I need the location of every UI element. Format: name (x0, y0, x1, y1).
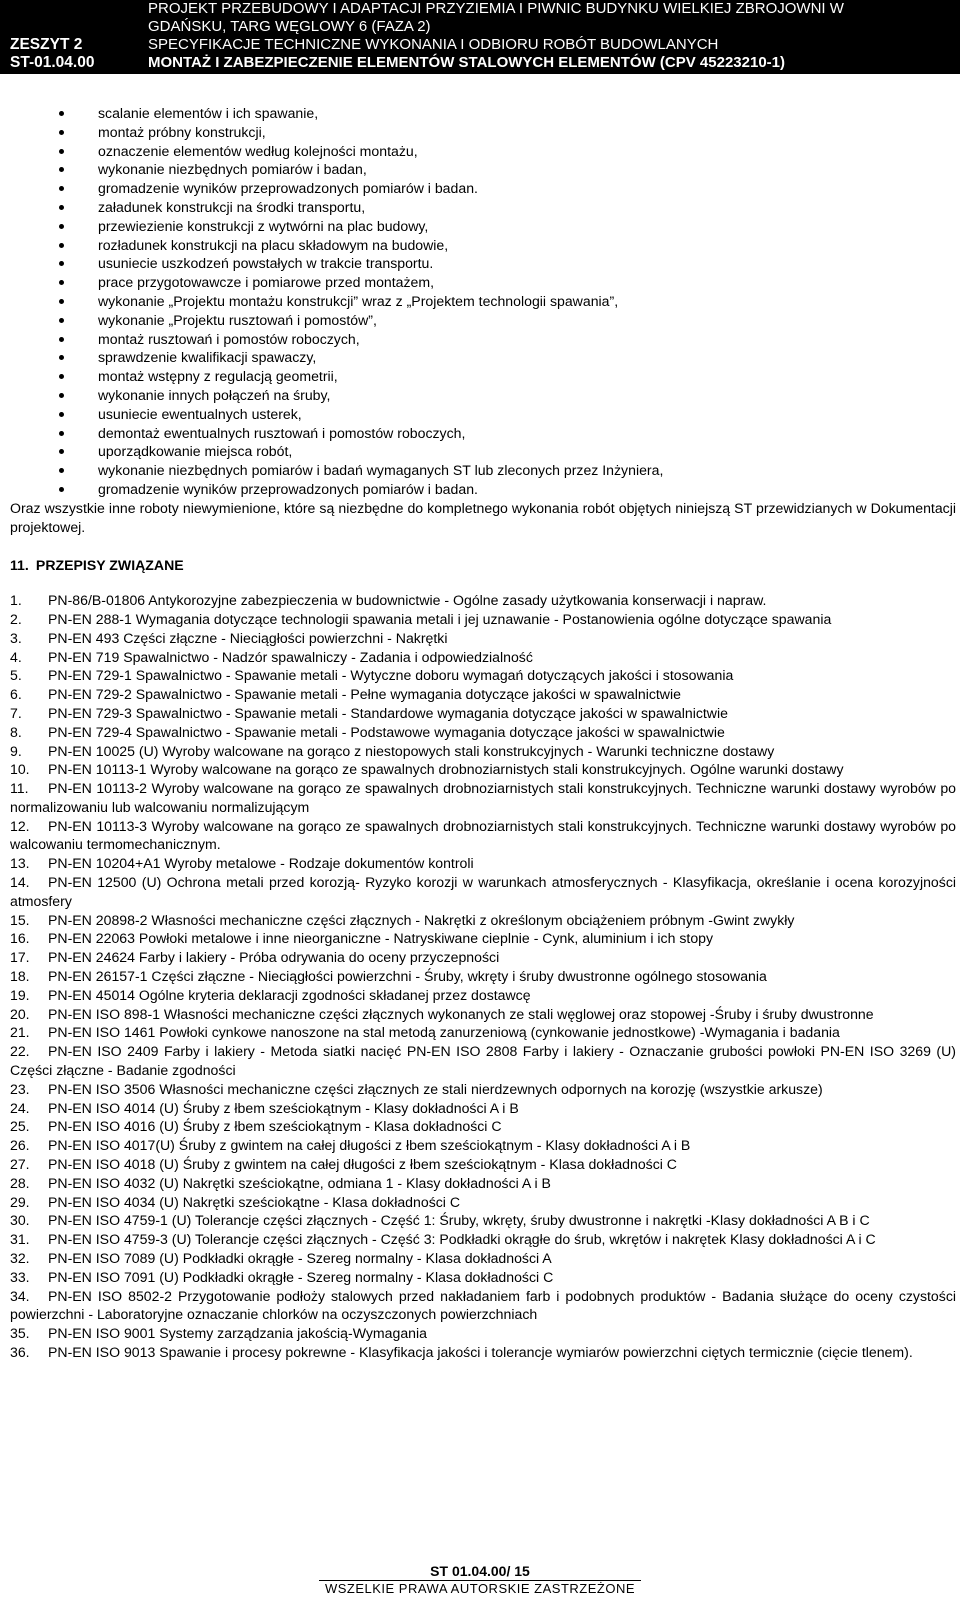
standard-item (10, 742, 956, 761)
header-left (10, 36, 145, 72)
header-spec-title: SPECYFIKACJE TECHNICZNE WYKONANIA I ODBIORU ROBÓT BUDOWLANYCH (148, 36, 719, 53)
standard-item (10, 967, 956, 986)
bullet-text: wykonanie „Projektu montażu konstrukcji” wraz z „Projektem technologii spawania”, (98, 292, 619, 309)
standard-number: 10. (10, 761, 30, 778)
standard-text: PN-EN 24624 Farby i lakiery - Próba odrywania do oceny przyczepności (48, 949, 500, 966)
standard-number: 28. (10, 1174, 30, 1191)
bullet-dot-icon (59, 280, 64, 285)
standard-item (10, 723, 956, 742)
bullet-item (10, 480, 956, 499)
bullet-text: prace przygotowawcze i pomiarowe przed montażem, (98, 274, 435, 291)
standard-text: PN-EN 10113-2 Wyroby walcowane na gorąco ze spawalnych drobnoziarnistych stali konstrukcyjnych. Techniczne warunki dostawy wyrobów po normalizowaniu lub walcowaniu normalizującym (10, 780, 956, 815)
header-project-line1: PROJEKT PRZEBUDOWY I ADAPTACJI PRZYZIEMIA I PIWNIC BUDYNKU WIELKIEJ ZBROJOWNI W (148, 0, 844, 17)
standard-number: 4. (10, 648, 22, 665)
standard-number: 5. (10, 667, 22, 684)
standard-item (10, 760, 956, 779)
bullet-item (10, 236, 956, 255)
standard-text: PN-EN 719 Spawalnictwo - Nadzór spawalniczy - Zadania i odpowiedzialność (48, 648, 533, 665)
bullet-dot-icon (59, 186, 64, 191)
document-body (10, 104, 956, 1362)
standard-text: PN-EN 12500 (U) Ochrona metali przed korozją- Ryzyko korozji w warunkach atmosferycznych - Klasyfikacja, określanie i ocena korozyjności atmosfery (10, 874, 956, 909)
standard-item (10, 1155, 956, 1174)
standard-item (10, 911, 956, 930)
standard-text: PN-EN ISO 8502-2 Przygotowanie podłoży stalowych przed nakładaniem farb i podobnych produktów - Badania służące do oceny czystości powierzchni - Laboratoryjne oznaczanie chlorków na oczyszczonych powierzchniach (10, 1287, 956, 1323)
standard-number: 15. (10, 911, 30, 928)
work-scope-list (10, 104, 956, 499)
standard-text: PN-EN ISO 7091 (U) Podkładki okrągłe - Szereg normalny - Klasa dokładności C (48, 1268, 554, 1285)
bullet-dot-icon (59, 149, 64, 154)
standard-number: 3. (10, 629, 22, 646)
bullet-dot-icon (59, 111, 64, 116)
standard-item (10, 1211, 956, 1230)
standard-text: PN-EN 729-1 Spawalnictwo - Spawanie metali - Wytyczne doboru wymagań dotyczących jakości i stosowania (48, 667, 734, 684)
bullet-dot-icon (59, 243, 64, 248)
standard-item (10, 1005, 956, 1024)
standard-text: PN-EN ISO 4014 (U) Śruby z łbem sześciokątnym - Klasy dokładności A i B (48, 1099, 519, 1116)
bullet-item (10, 123, 956, 142)
standard-number: 35. (10, 1325, 30, 1342)
standard-item (10, 1099, 956, 1118)
bullet-text: usuniecie uszkodzeń powstałych w trakcie transportu. (98, 255, 434, 272)
standard-item (10, 704, 956, 723)
standard-number: 20. (10, 1005, 30, 1022)
bullet-text: gromadzenie wyników przeprowadzonych pomiarów i badan. (98, 480, 478, 497)
standard-text: PN-EN 729-4 Spawalnictwo - Spawanie metali - Podstawowe wymagania dotyczące jakości w spawalnictwie (48, 723, 725, 740)
standard-number: 18. (10, 968, 30, 985)
standard-number: 1. (10, 592, 22, 609)
header-spec-code: ST-01.04.00 (10, 54, 95, 71)
standard-number: 7. (10, 704, 22, 721)
standard-text: PN-86/B-01806 Antykorozyjne zabezpieczenia w budownictwie - Ogólne zasady użytkowania konserwacji i napraw. (48, 592, 767, 609)
standard-item (10, 948, 956, 967)
standard-number: 23. (10, 1080, 30, 1097)
header-volume: ZESZYT 2 (10, 36, 83, 53)
standard-number: 24. (10, 1099, 30, 1116)
standard-item (10, 1287, 956, 1325)
copyright-text: WSZELKIE PRAWA AUTORSKIE ZASTRZEŻONE (319, 1580, 641, 1597)
bullet-item (10, 442, 956, 461)
bullet-text: usuniecie ewentualnych usterek, (98, 405, 302, 422)
standard-number: 33. (10, 1268, 30, 1285)
bullet-dot-icon (59, 393, 64, 398)
standard-item (10, 1117, 956, 1136)
bullet-text: rozładunek konstrukcji na placu składowym na budowie, (98, 236, 449, 253)
standard-number: 34. (10, 1287, 30, 1304)
bullet-text: wykonanie niezbędnych pomiarów i badan, (98, 161, 367, 178)
bullet-text: wykonanie innych połączeń na śruby, (98, 386, 331, 403)
standard-number: 30. (10, 1212, 30, 1229)
standard-text: PN-EN 288-1 Wymagania dotyczące technologii spawania metali i jej uznawanie - Postanowienia ogólne dotyczące spawania (48, 610, 832, 627)
standard-text: PN-EN 10113-1 Wyroby walcowane na gorąco ze spawalnych drobnoziarnistych stali konstrukcyjnych. Ogólne warunki dostawy (48, 761, 844, 778)
standard-text: PN-EN 10113-3 Wyroby walcowane na gorąco ze spawalnych drobnoziarnistych stali konstrukcyjnych. Techniczne warunki dostawy wyrobów po walcowaniu termomechanicznym. (10, 817, 956, 853)
standard-text: PN-EN 729-3 Spawalnictwo - Spawanie metali - Standardowe wymagania dotyczące jakości w spawalnictwie (48, 704, 728, 721)
standard-item (10, 929, 956, 948)
standard-item (10, 1080, 956, 1099)
bullet-item (10, 254, 956, 273)
page-number: ST 01.04.00/ 15 (430, 1563, 530, 1579)
standard-number: 17. (10, 949, 30, 966)
standard-text: PN-EN ISO 898-1 Własności mechaniczne części złącznych wykonanych ze stali węglowej oraz stopowej -Śruby i śruby dwustronne (48, 1005, 874, 1022)
bullet-dot-icon (59, 224, 64, 229)
standard-text: PN-EN 10025 (U) Wyroby walcowane na gorąco z niestopowych stali konstrukcyjnych - Warunki techniczne dostawy (48, 742, 775, 759)
bullet-dot-icon (59, 355, 64, 360)
standard-number: 36. (10, 1344, 30, 1360)
bullet-item (10, 179, 956, 198)
standard-number: 19. (10, 986, 30, 1003)
bullet-text: scalanie elementów i ich spawanie, (98, 105, 319, 121)
bullet-item (10, 367, 956, 386)
standard-number: 14. (10, 874, 30, 891)
bullet-item (10, 292, 956, 311)
standard-number: 21. (10, 1024, 30, 1041)
copyright-notice (0, 1580, 960, 1597)
standard-item (10, 1193, 956, 1212)
standard-text: PN-EN ISO 1461 Powłoki cynkowe nanoszone na stal metodą zanurzeniową (cynkowanie jednostkowe) -Wymagania i badania (48, 1024, 840, 1041)
standard-item (10, 666, 956, 685)
standard-item (10, 685, 956, 704)
bullet-dot-icon (59, 374, 64, 379)
standards-list (10, 591, 956, 1362)
bullet-dot-icon (59, 299, 64, 304)
bullet-item (10, 104, 956, 123)
standard-item (10, 1249, 956, 1268)
standard-item (10, 1230, 956, 1249)
bullet-dot-icon (59, 261, 64, 266)
bullet-text: montaż próbny konstrukcji, (98, 123, 266, 140)
standard-text: PN-EN 45014 Ogólne kryteria deklaracji zgodności składanej przez dostawcę (48, 986, 531, 1003)
section-heading (10, 556, 956, 575)
bullet-item (10, 330, 956, 349)
standard-text: PN-EN ISO 2409 Farby i lakiery - Metoda siatki nacięć PN-EN ISO 2808 Farby i lakiery - Oznaczanie grubości powłoki PN-EN ISO 3269 (U) Części złączne - Badanie zgodności (10, 1043, 956, 1079)
standard-text: PN-EN ISO 4759-1 (U) Tolerancje części złącznych - Część 1: Śruby, wkręty, śruby dwustronne i nakrętki -Klasy dokładności A B i C (48, 1212, 870, 1229)
standard-item (10, 779, 956, 817)
bullet-text: wykonanie niezbędnych pomiarów i badań wymaganych ST lub zleconych przez Inżyniera, (98, 462, 664, 479)
standard-item (10, 629, 956, 648)
bullet-item (10, 424, 956, 443)
bullet-text: załadunek konstrukcji na środki transportu, (98, 198, 366, 215)
header-right (148, 0, 956, 72)
bullet-dot-icon (59, 205, 64, 210)
summary-paragraph: Oraz wszystkie inne roboty niewymienione, które są niezbędne do kompletnego wykonania robót objętych niniejszą ST przewidzianych w Dokumentacji projektowej. (10, 499, 956, 535)
standard-item (10, 817, 956, 855)
standard-number: 13. (10, 855, 30, 872)
bullet-dot-icon (59, 167, 64, 172)
standard-item (10, 1174, 956, 1193)
standard-text: PN-EN 10204+A1 Wyroby metalowe - Rodzaje dokumentów kontroli (48, 855, 474, 872)
section-number: 11. (10, 557, 29, 574)
standard-text: PN-EN ISO 7089 (U) Podkładki okrągłe - Szereg normalny - Klasa dokładności A (48, 1250, 552, 1267)
bullet-dot-icon (59, 487, 64, 492)
standard-text: PN-EN ISO 4032 (U) Nakrętki sześciokątne, odmiana 1 - Klasy dokładności A i B (48, 1174, 551, 1191)
standard-item (10, 1136, 956, 1155)
bullet-dot-icon (59, 468, 64, 473)
bullet-text: przewiezienie konstrukcji z wytwórni na plac budowy, (98, 217, 429, 234)
standard-number: 9. (10, 742, 22, 759)
standard-text: PN-EN 22063 Powłoki metalowe i inne nieorganiczne - Natryskiwane cieplnie - Cynk, aluminium i ich stopy (48, 930, 714, 947)
standard-number: 22. (10, 1043, 30, 1060)
standard-number: 27. (10, 1156, 30, 1173)
bullet-item (10, 348, 956, 367)
bullet-dot-icon (59, 412, 64, 417)
bullet-item (10, 311, 956, 330)
standard-number: 25. (10, 1118, 30, 1135)
standard-text: PN-EN 493 Części złączne - Nieciągłości powierzchni - Nakrętki (48, 629, 448, 646)
bullet-item (10, 142, 956, 161)
bullet-text: gromadzenie wyników przeprowadzonych pomiarów i badan. (98, 180, 478, 197)
standard-number: 26. (10, 1137, 30, 1154)
bullet-item (10, 461, 956, 480)
standard-text: PN-EN ISO 4018 (U) Śruby z gwintem na całej długości z łbem sześciokątnym - Klasa dokładności C (48, 1156, 677, 1173)
standard-text: PN-EN 20898-2 Własności mechaniczne części złącznych - Nakrętki z określonym obciążeniem próbnym -Gwint zwykły (48, 911, 795, 928)
standard-item (10, 1343, 956, 1362)
standard-item (10, 591, 956, 610)
standard-item (10, 1268, 956, 1287)
bullet-dot-icon (59, 449, 64, 454)
bullet-item (10, 273, 956, 292)
bullet-text: montaż wstępny z regulacją geometrii, (98, 368, 338, 385)
standard-text: PN-EN ISO 4034 (U) Nakrętki sześciokątne - Klasa dokładności C (48, 1193, 461, 1210)
standard-number: 12. (10, 817, 30, 834)
section-title: PRZEPISY ZWIĄZANE (35, 557, 184, 574)
standard-item (10, 610, 956, 629)
bullet-dot-icon (59, 431, 64, 436)
standard-item (10, 854, 956, 873)
bullet-text: wykonanie „Projektu rusztowań i pomostów”, (98, 311, 377, 328)
standard-number: 2. (10, 610, 22, 627)
bullet-text: montaż rusztowań i pomostów roboczych, (98, 330, 360, 347)
bullet-dot-icon (59, 318, 64, 323)
standard-text: PN-EN ISO 9001 Systemy zarządzania jakością-Wymagania (48, 1325, 427, 1342)
standard-text: PN-EN ISO 4759-3 (U) Tolerancje części złącznych - Część 3: Podkładki okrągłe do śrub, wkrętów i nakrętek Klasy dokładności A i C (48, 1231, 876, 1248)
bullet-text: uporządkowanie miejsca robót, (98, 443, 293, 460)
bullet-dot-icon (59, 130, 64, 135)
document-footer (0, 1562, 960, 1597)
document-header (0, 0, 960, 74)
bullet-item (10, 217, 956, 236)
header-section-title: MONTAŻ I ZABEZPIECZENIE ELEMENTÓW STALOWYCH ELEMENTÓW (CPV 45223210-1) (148, 54, 785, 71)
standard-number: 29. (10, 1193, 30, 1210)
standard-text: PN-EN ISO 4017(U) Śruby z gwintem na całej długości z łbem sześciokątnym - Klasy dokładności A i B (48, 1137, 691, 1154)
bullet-item (10, 198, 956, 217)
standard-item (10, 986, 956, 1005)
standard-item (10, 648, 956, 667)
standard-text: PN-EN ISO 3506 Własności mechaniczne części złącznych ze stali nierdzewnych odpornych na korozję (wszystkie arkusze) (48, 1080, 823, 1097)
standard-number: 32. (10, 1250, 30, 1267)
bullet-item (10, 386, 956, 405)
standard-number: 16. (10, 930, 30, 947)
standard-number: 8. (10, 723, 22, 740)
standard-text: PN-EN ISO 9013 Spawanie i procesy pokrewne - Klasyfikacja jakości i tolerancje wymiarów powierzchni ciętych termicznie (cięcie tlenem). (48, 1344, 913, 1360)
standard-item (10, 1324, 956, 1343)
standard-item (10, 873, 956, 911)
header-project-line2: GDAŃSKU, TARG WĘGLOWY 6 (FAZA 2) (148, 18, 431, 35)
standard-item (10, 1023, 956, 1042)
standard-text: PN-EN 729-2 Spawalnictwo - Spawanie metali - Pełne wymagania dotyczące jakości w spawalnictwie (48, 686, 681, 703)
bullet-text: demontaż ewentualnych rusztowań i pomostów roboczych, (98, 424, 466, 441)
bullet-item (10, 405, 956, 424)
standard-text: PN-EN ISO 4016 (U) Śruby z łbem sześciokątnym - Klasa dokładności C (48, 1118, 502, 1135)
bullet-text: oznaczenie elementów według kolejności montażu, (98, 142, 418, 159)
standard-number: 31. (10, 1231, 30, 1248)
bullet-dot-icon (59, 337, 64, 342)
standard-number: 6. (10, 686, 22, 703)
standard-item (10, 1042, 956, 1080)
standard-text: PN-EN 26157-1 Części złączne - Nieciągłości powierzchni - Śruby, wkręty i śruby dwustronne ogólnego stosowania (48, 968, 767, 985)
standard-number: 11. (10, 780, 29, 797)
bullet-text: sprawdzenie kwalifikacji spawaczy, (98, 349, 317, 366)
bullet-item (10, 160, 956, 179)
